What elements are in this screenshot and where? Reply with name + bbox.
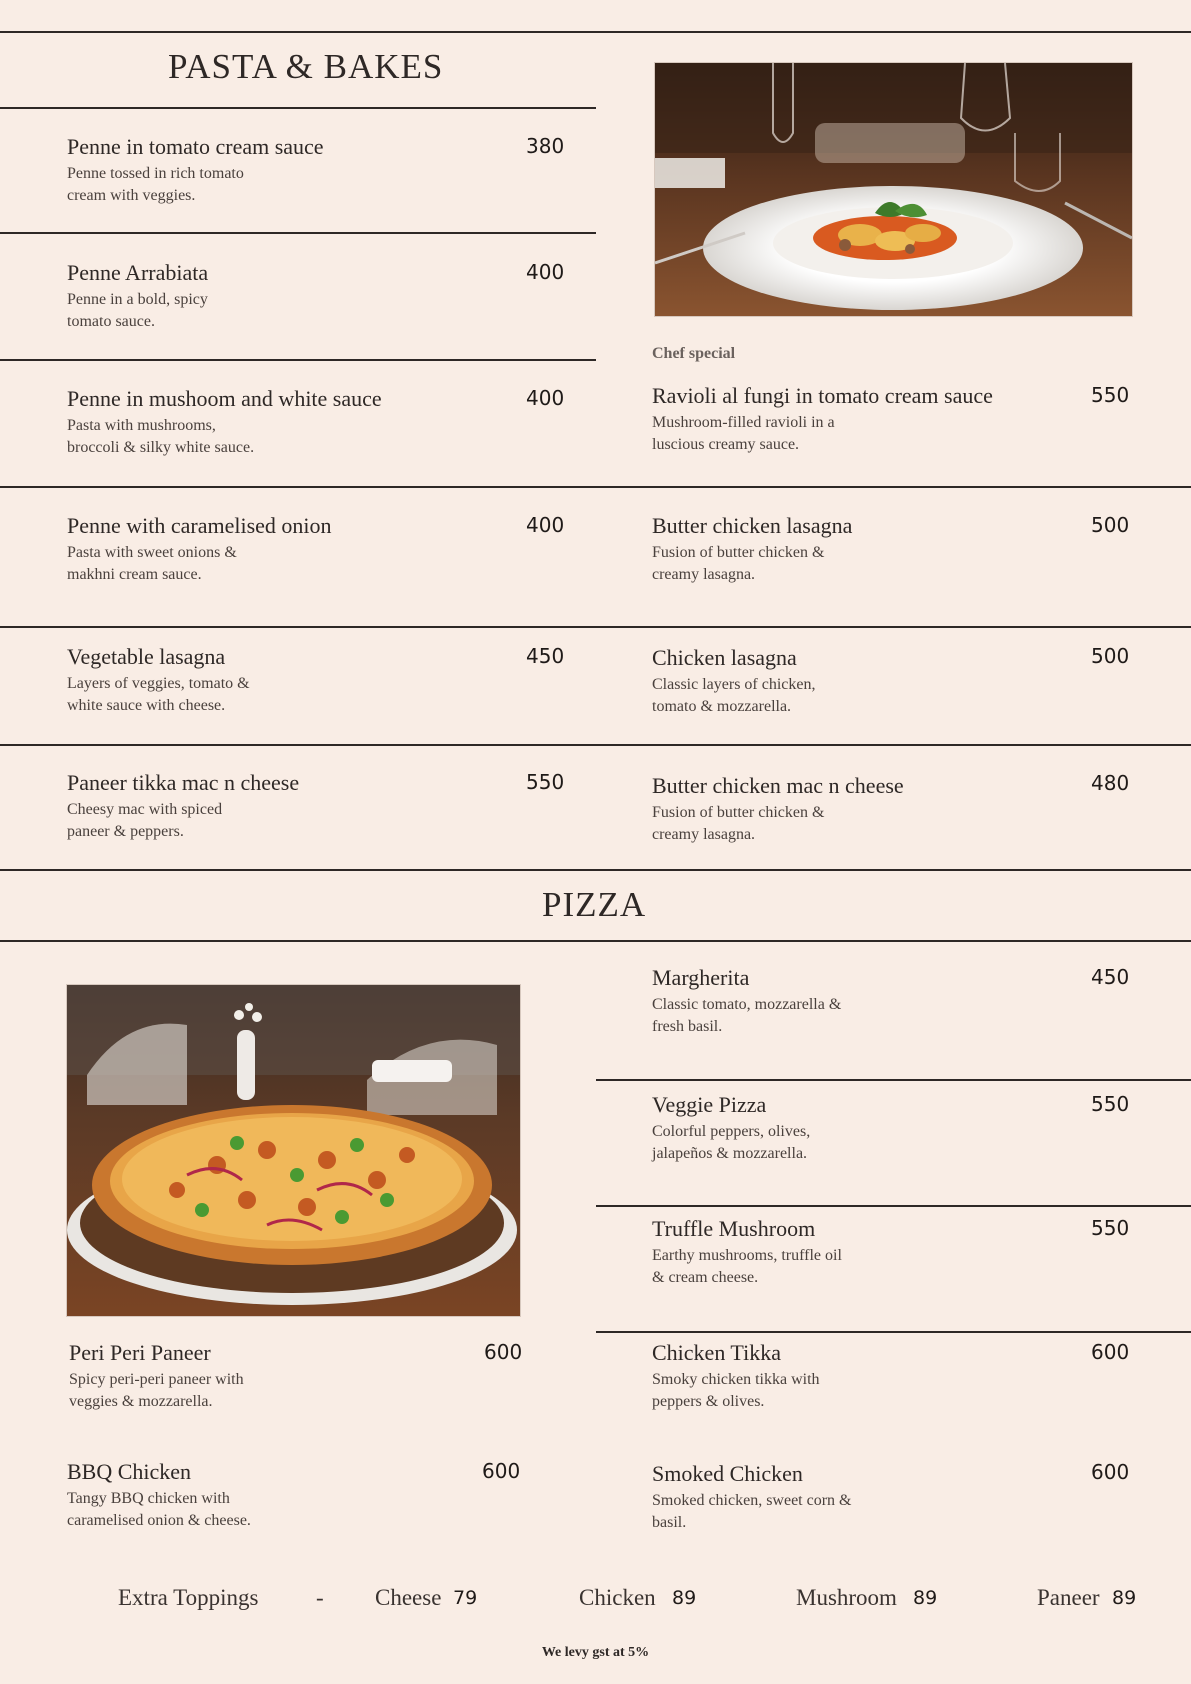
divider	[0, 869, 1191, 871]
item-description: Mushroom-filled ravioli in a luscious creamy sauce.	[652, 414, 835, 453]
item-description: Cheesy mac with spiced paneer & peppers.	[67, 801, 223, 840]
item-description: Earthy mushrooms, truffle oil & cream cheese.	[652, 1247, 842, 1286]
ravioli-plate-illustration	[655, 63, 1132, 316]
item-price: 600	[482, 1459, 521, 1483]
item-description: Tangy BBQ chicken with caramelised onion & cheese.	[67, 1490, 251, 1529]
topping-name: Cheese	[375, 1585, 442, 1610]
item-description: Penne in a bold, spicy tomato sauce.	[67, 291, 208, 330]
menu-item	[67, 386, 487, 458]
divider	[0, 486, 1191, 488]
chef-special-tag: Chef special	[652, 345, 736, 362]
item-name: BBQ Chicken	[67, 1459, 192, 1484]
item-description: Colorful peppers, olives, jalapeños & mozzarella.	[652, 1123, 811, 1162]
menu-item	[67, 770, 487, 842]
item-name: Veggie Pizza	[652, 1092, 767, 1117]
item-name: Margherita	[652, 965, 750, 990]
menu-item	[652, 1461, 1072, 1533]
item-name: Penne in tomato cream sauce	[67, 134, 324, 159]
item-price: 450	[1091, 965, 1130, 989]
menu-item	[652, 1340, 1072, 1412]
item-description: Fusion of butter chicken & creamy lasagna.	[652, 544, 825, 583]
item-description: Smoked chicken, sweet corn & basil.	[652, 1492, 852, 1531]
item-description: Fusion of butter chicken & creamy lasagna.	[652, 804, 825, 843]
menu-item	[67, 513, 487, 585]
menu-item	[67, 260, 467, 332]
menu-item	[67, 1459, 487, 1531]
item-price: 400	[526, 260, 565, 284]
item-name: Peri Peri Paneer	[69, 1340, 211, 1365]
item-description: Classic tomato, mozzarella & fresh basil.	[652, 996, 842, 1035]
item-name: Truffle Mushroom	[652, 1216, 816, 1241]
item-price: 400	[526, 513, 565, 537]
item-price: 550	[1091, 383, 1130, 407]
item-name: Butter chicken mac n cheese	[652, 773, 904, 798]
item-name: Chicken lasagna	[652, 645, 797, 670]
menu-item-chef-special	[652, 383, 1092, 455]
item-name: Penne in mushoom and white sauce	[67, 386, 382, 411]
divider	[0, 107, 596, 109]
divider	[596, 1205, 1191, 1207]
divider	[596, 1079, 1191, 1081]
topping-name: Chicken	[579, 1585, 656, 1610]
topping-name: Mushroom	[796, 1585, 897, 1610]
pizza-section-title: PIZZA	[542, 885, 647, 924]
item-price: 550	[1091, 1092, 1130, 1116]
item-name: Smoked Chicken	[652, 1461, 803, 1486]
gst-footnote: We levy gst at 5%	[541, 1645, 650, 1660]
item-name: Vegetable lasagna	[67, 644, 226, 669]
item-description: Pasta with sweet onions & makhni cream sauce.	[67, 544, 237, 583]
item-description: Pasta with mushrooms, broccoli & silky white sauce.	[67, 417, 255, 456]
menu-item	[652, 513, 1072, 585]
menu-item	[69, 1340, 489, 1412]
item-description: Spicy peri-peri paneer with veggies & mozzarella.	[69, 1371, 244, 1410]
toppings-separator: -	[316, 1585, 324, 1610]
pasta-section-title: PASTA & BAKES	[168, 47, 444, 86]
menu-item	[67, 134, 467, 206]
topping-name: Paneer	[1037, 1585, 1100, 1610]
item-price: 600	[1091, 1340, 1130, 1364]
extra-toppings-label: Extra Toppings	[118, 1585, 259, 1610]
pizza-photo	[66, 984, 521, 1317]
ravioli-dish-photo	[654, 62, 1133, 317]
top-divider	[0, 31, 1191, 33]
item-name: Penne Arrabiata	[67, 260, 209, 285]
item-price: 550	[1091, 1216, 1130, 1240]
item-description: Classic layers of chicken, tomato & mozzarella.	[652, 676, 816, 715]
menu-item	[652, 1216, 1072, 1288]
menu-item	[652, 965, 1072, 1037]
menu-item	[67, 644, 487, 716]
item-price: 480	[1091, 771, 1130, 795]
divider	[596, 1331, 1191, 1333]
topping-price: 79	[453, 1587, 478, 1609]
item-price: 400	[526, 386, 565, 410]
item-name: Butter chicken lasagna	[652, 513, 853, 538]
topping-price: 89	[672, 1587, 697, 1609]
menu-item	[652, 645, 1072, 717]
item-price: 600	[484, 1340, 523, 1364]
item-description: Layers of veggies, tomato & white sauce with cheese.	[67, 675, 250, 714]
item-price: 500	[1091, 644, 1130, 668]
menu-item	[652, 773, 1072, 845]
item-name: Penne with caramelised onion	[67, 513, 332, 538]
menu-item	[652, 1092, 1072, 1164]
divider	[0, 940, 1191, 942]
item-name: Ravioli al fungi in tomato cream sauce	[652, 383, 993, 408]
item-price: 550	[526, 770, 565, 794]
pizza-illustration	[67, 985, 520, 1316]
divider	[0, 626, 1191, 628]
item-price: 380	[526, 134, 565, 158]
divider	[0, 744, 1191, 746]
topping-price: 89	[913, 1587, 938, 1609]
item-price: 450	[526, 644, 565, 668]
item-description: Penne tossed in rich tomato cream with veggies.	[67, 165, 244, 204]
topping-price: 89	[1112, 1587, 1137, 1609]
item-description: Smoky chicken tikka with peppers & olives.	[652, 1371, 820, 1410]
divider	[0, 359, 596, 361]
item-name: Chicken Tikka	[652, 1340, 781, 1365]
item-price: 500	[1091, 513, 1130, 537]
item-name: Paneer tikka mac n cheese	[67, 770, 300, 795]
divider	[0, 232, 596, 234]
item-price: 600	[1091, 1460, 1130, 1484]
